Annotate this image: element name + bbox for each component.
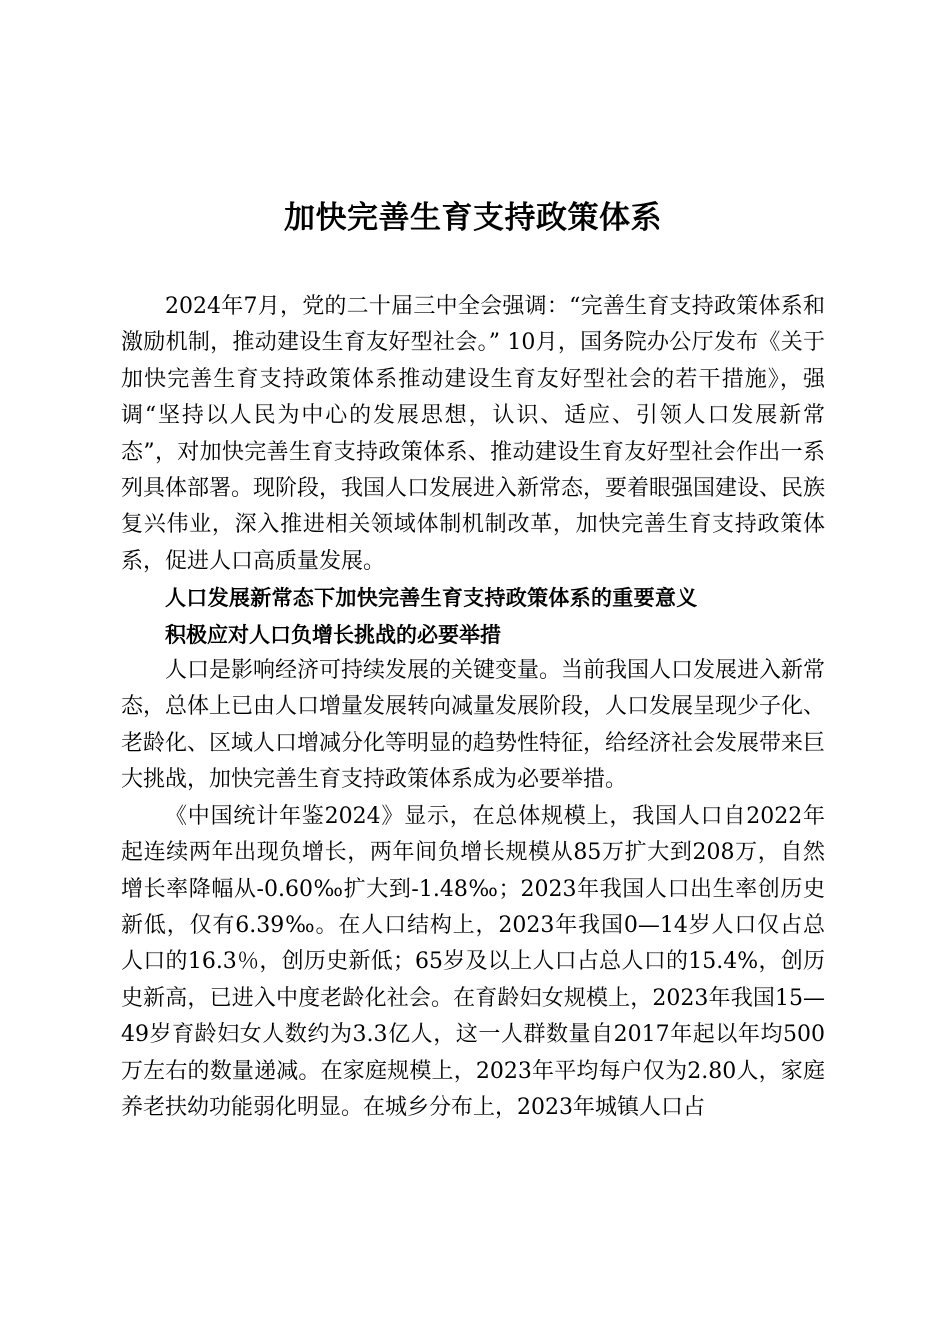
paragraph-intro: 2024年7月，党的二十届三中全会强调：“完善生育支持政策体系和激励机制，推动建设生育友好型社会。” 10月，国务院办公厅发布《关于加快完善生育支持政策体系推动建设生育友好型社会的若干措施》，强调“坚持以人民为中心的发展思想，认识、适应、引领人口发展新常态”，对加快完善生育支持政策体系、推动建设生育友好型社会作出一系列具体部署。现阶段，我国人口发展进入新常态，要着眼强国建设、民族复兴伟业，深入推进相关领域体制机制改革，加快完善生育支持政策体系，促进人口高质量发展。 [121,294,826,574]
paragraph-statistics: 《中国统计年鉴2024》显示，在总体规模上，我国人口自2022年起连续两年出现负增长，两年间负增长规模从85万扩大到208万，自然增长率降幅从-0.60‰扩大到-1.48‰；2023年我国人口出生率创历史新低，仅有6.39‰。在人口结构上，2023年我国0—14岁人口仅占总人口的16.3％，创历史新低；65岁及以上人口占总人口的15.4%，创历史新高，已进入中度老龄化社会。在育龄妇女规模上，2023年我国15—49岁育龄妇女人数约为3.3亿人，这一人群数量自2017年起以年均500万左右的数量递减。在家庭规模上，2023年平均每户仅为2.80人，家庭养老扶幼功能弱化明显。在城乡分布上，2023年城镇人口占 [121,803,825,1120]
document-title: 加快完善生育支持政策体系 [284,200,662,236]
section-heading: 人口发展新常态下加快完善生育支持政策体系的重要意义 [165,586,698,611]
paragraph-population: 人口是影响经济可持续发展的关键变量。当前我国人口发展进入新常态，总体上已由人口增量发展转向减量发展阶段，人口发展呈现少子化、老龄化、区域人口增减分化等明显的趋势性特征，给经济社会发展带来巨大挑战，加快完善生育支持政策体系成为必要举措。 [121,658,826,793]
subsection-heading: 积极应对人口负增长挑战的必要举措 [165,621,501,647]
document-body [121,289,825,1126]
